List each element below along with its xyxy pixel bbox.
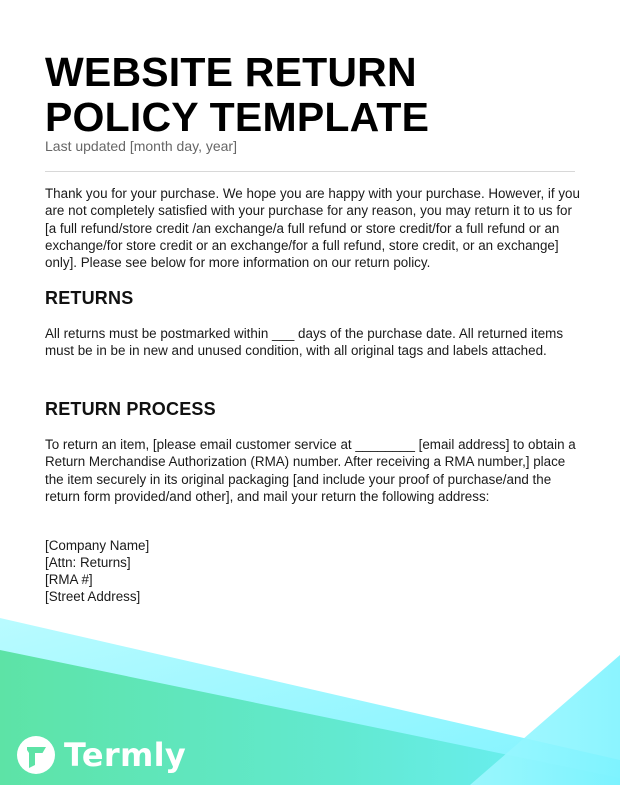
title-divider <box>45 171 575 172</box>
address-line: [Attn: Returns] <box>45 555 131 570</box>
brand-name: Termly <box>64 736 187 774</box>
termly-brand-logo <box>16 733 186 777</box>
page-title <box>45 50 585 140</box>
address-line: [RMA #] <box>45 572 93 587</box>
return-process-heading: RETURN PROCESS <box>45 399 216 419</box>
right-accent-shape <box>470 655 620 785</box>
last-updated-text: Last updated [month day, year] <box>45 138 237 154</box>
page-title-line-2: POLICY TEMPLATE <box>45 94 430 140</box>
return-address-block <box>45 537 149 605</box>
returns-paragraph: All returns must be postmarked within ___ days of the purchase date. All returned items must be in be in new and unused condition, with all original tags and labels attached. <box>45 326 564 359</box>
address-line: [Company Name] <box>45 538 150 553</box>
address-line: [Street Address] <box>45 589 141 604</box>
termly-logo-icon <box>16 735 56 775</box>
intro-paragraph: Thank you for your purchase. We hope you are happy with your purchase. However, if you are not completely satisfied with your purchase for any reason, you may return it to us for [a full refund/store credit /an exchange/a full refund or store credit/for a full refund or an exchange/for store credit or an exchange/for a full refund, store credit, or an exchange] only]. Please see below for more information on our return policy. <box>45 186 580 271</box>
page-title-line-1: WEBSITE RETURN <box>45 49 417 95</box>
returns-heading: RETURNS <box>45 288 134 308</box>
return-process-paragraph: To return an item, [please email customer service at ________ [email address] to obtain a Return Merchandise Authorization (RMA) number. After receiving a RMA number,] place the item securely in its original packaging [and include your proof of purchase/and the return form provided/and other], and mail your return the following address: <box>45 437 576 504</box>
